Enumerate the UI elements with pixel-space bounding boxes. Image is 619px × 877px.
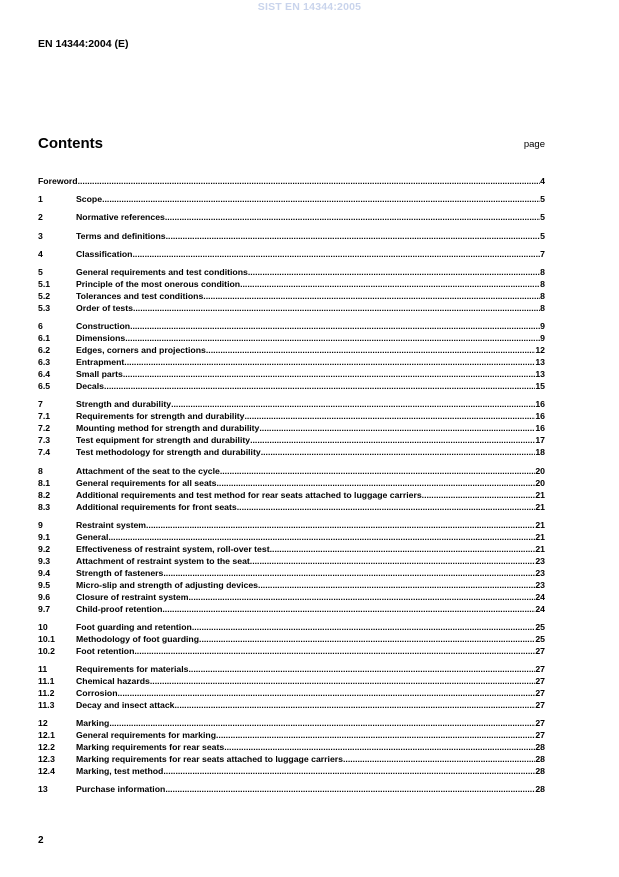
toc-dot-leader [216,729,535,741]
toc-entry-page: 24 [535,591,545,602]
toc-entry-number: 4 [38,248,43,259]
toc-entry[interactable] [38,320,545,332]
toc-entry[interactable] [38,555,545,567]
toc-entry-title: Tolerances and test conditions [76,290,204,301]
toc-entry[interactable] [38,344,545,356]
toc-entry[interactable] [38,543,545,555]
toc-entry-title: Construction [76,321,131,332]
toc-entry-title: Restraint system [76,519,147,530]
toc-entry-page: 8 [540,278,545,289]
toc-entry-number: 9.3 [38,555,51,566]
table-of-contents [38,175,545,795]
toc-dot-leader [206,344,535,356]
toc-entry-title: Requirements for materials [76,664,189,675]
toc-entry-page: 16 [535,423,545,434]
toc-entry[interactable] [38,489,545,501]
toc-dot-leader [165,211,540,223]
toc-entry-title: Decay and insect attack [76,700,175,711]
contents-title: Contents [38,135,103,152]
toc-dot-leader [102,193,540,205]
toc-entry-title: Marking [76,718,110,729]
toc-entry[interactable] [38,332,545,344]
toc-entry-page: 27 [535,676,545,687]
toc-dot-leader [189,591,536,603]
standard-id: EN 14344:2004 (E) [38,38,129,50]
toc-entry-title: Chemical hazards [76,676,150,687]
toc-entry-number: 6.2 [38,345,51,356]
toc-entry[interactable] [38,633,545,645]
toc-entry-number: 7.3 [38,435,51,446]
toc-entry[interactable] [38,603,545,615]
toc-entry-title: Decals [76,381,105,392]
toc-entry-page: 8 [540,290,545,301]
toc-dot-leader [175,699,536,711]
toc-entry-page: 21 [535,489,545,500]
toc-dot-leader [244,410,535,422]
toc-entry[interactable] [38,230,545,242]
toc-entry-number: 6.5 [38,381,51,392]
toc-entry-number: 6 [38,321,43,332]
toc-entry[interactable] [38,621,545,633]
toc-entry-number: 11.3 [38,700,55,711]
toc-entry-title: Foot retention [76,645,135,656]
toc-entry-title: Principle of the most onerous condition [76,278,241,289]
toc-entry[interactable] [38,380,545,392]
toc-entry-page: 16 [535,411,545,422]
toc-dot-leader [220,465,535,477]
toc-entry-page: 16 [535,399,545,410]
toc-entry-title: Additional requirements for front seats [76,501,237,512]
toc-entry-title: Test methodology for strength and durability [76,447,261,458]
toc-entry-number: 6.3 [38,357,51,368]
toc-dot-leader [237,501,536,513]
toc-entry-title: General requirements and test conditions [76,266,248,277]
toc-entry-title: Micro-slip and strength of adjusting devices [76,579,258,590]
toc-entry-title: Foreword [38,176,78,186]
toc-entry-page: 15 [535,381,545,392]
toc-entry-title: Strength of fasteners [76,567,164,578]
toc-entry[interactable] [38,531,545,543]
toc-entry[interactable] [38,446,545,458]
toc-entry-title: Marking, test method [76,766,164,777]
toc-dot-leader [240,278,540,290]
toc-entry-page: 7 [540,248,545,259]
toc-dot-leader [166,230,541,242]
toc-entry-title: Corrosion [76,688,118,699]
toc-dot-leader [199,633,535,645]
toc-entry-page: 8 [540,302,545,313]
toc-entry-page: 20 [535,465,545,476]
toc-entry[interactable] [38,278,545,290]
toc-entry-title: Mounting method for strength and durability [76,423,260,434]
toc-entry[interactable] [38,687,545,699]
toc-entry-page: 12 [535,345,545,356]
toc-entry[interactable] [38,477,545,489]
toc-entry-title: Closure of restraint system [76,591,189,602]
toc-dot-leader [343,753,535,765]
toc-dot-leader [163,567,535,579]
toc-entry[interactable] [38,248,545,260]
toc-dot-leader [109,717,535,729]
toc-entry-page: 13 [535,369,545,380]
toc-entry-number: 2 [38,212,43,223]
toc-dot-leader [224,741,535,753]
toc-entry[interactable] [38,211,545,223]
toc-dot-leader [250,555,536,567]
toc-entry[interactable] [38,699,545,711]
toc-dot-leader [125,332,540,344]
toc-entry-number: 9.2 [38,543,51,554]
toc-dot-leader [422,489,536,501]
toc-entry-number: 12.2 [38,742,55,753]
toc-dot-leader [134,645,535,657]
toc-entry-page: 17 [535,435,545,446]
toc-entry-title: Dimensions [76,333,126,344]
toc-dot-leader [203,290,540,302]
toc-dot-leader [133,248,541,260]
toc-entry[interactable] [38,266,545,278]
toc-entry-page: 27 [535,718,545,729]
toc-entry-number: 6.1 [38,333,51,344]
toc-dot-leader [124,356,535,368]
toc-entry-number: 11.1 [38,676,55,687]
toc-entry-page: 27 [535,730,545,741]
toc-entry[interactable] [38,567,545,579]
toc-entry-number: 5 [38,266,43,277]
toc-entry-page: 9 [540,321,545,332]
toc-entry-title: Additional requirements and test method for rear seats attached to luggage carriers [76,489,422,500]
toc-entry-number: 11 [38,664,48,675]
toc-entry[interactable] [38,501,545,513]
toc-dot-leader [78,175,541,187]
toc-entry[interactable] [38,302,545,314]
toc-dot-leader [108,531,535,543]
toc-dot-leader [259,422,535,434]
toc-entry-title: Small parts [76,369,123,380]
toc-dot-leader [104,380,535,392]
toc-entry-page: 8 [540,266,545,277]
toc-entry-number: 8 [38,465,43,476]
toc-entry[interactable] [38,290,545,302]
toc-entry-page: 24 [535,603,545,614]
toc-entry-title: General requirements for marking [76,730,217,741]
toc-entry-page: 27 [535,688,545,699]
toc-dot-leader [123,368,535,380]
toc-dot-leader [270,543,536,555]
toc-dot-leader [189,663,536,675]
toc-entry-title: Entrapment [76,357,125,368]
toc-entry[interactable] [38,175,545,187]
toc-entry-page: 4 [540,176,545,186]
toc-entry-number: 12.4 [38,766,55,777]
toc-entry-number: 7.2 [38,423,51,434]
toc-dot-leader [261,446,536,458]
toc-dot-leader [171,398,535,410]
toc-entry-page: 25 [535,633,545,644]
toc-entry-page: 23 [535,555,545,566]
toc-entry-page: 13 [535,357,545,368]
toc-entry-page: 28 [535,766,545,777]
toc-entry-title: Marking requirements for rear seats attached to luggage carriers [76,754,343,765]
toc-entry-page: 27 [535,700,545,711]
toc-entry-page: 20 [535,477,545,488]
toc-entry-number: 9 [38,519,43,530]
toc-entry[interactable] [38,465,545,477]
toc-entry[interactable] [38,765,545,777]
toc-entry[interactable] [38,398,545,410]
toc-entry-number: 9.7 [38,603,51,614]
toc-entry[interactable] [38,717,545,729]
toc-entry-number: 10.1 [38,633,55,644]
toc-entry-number: 10 [38,621,48,632]
toc-entry[interactable] [38,356,545,368]
toc-entry-title: Terms and definitions [76,230,166,241]
toc-entry[interactable] [38,410,545,422]
toc-entry-page: 28 [535,742,545,753]
toc-entry-number: 7.1 [38,411,51,422]
toc-entry-title: Scope [76,194,103,205]
toc-entry[interactable] [38,579,545,591]
toc-entry-number: 11.2 [38,688,55,699]
toc-dot-leader [258,579,535,591]
toc-entry-page: 23 [535,579,545,590]
toc-entry-page: 23 [535,567,545,578]
toc-entry-number: 9.6 [38,591,51,602]
toc-entry-title: Effectiveness of restraint system, roll-over test [76,543,270,554]
toc-entry-page: 25 [535,621,545,632]
toc-entry-title: Normative references [76,212,165,223]
toc-entry[interactable] [38,645,545,657]
toc-entry-page: 27 [535,645,545,656]
toc-entry-page: 5 [540,212,545,223]
toc-entry-title: Methodology of foot guarding [76,633,200,644]
toc-dot-leader [162,603,535,615]
toc-entry[interactable] [38,663,545,675]
toc-dot-leader [163,765,535,777]
toc-entry-number: 9.4 [38,567,51,578]
toc-entry-number: 3 [38,230,43,241]
toc-entry-number: 6.4 [38,369,51,380]
toc-entry-number: 5.3 [38,302,51,313]
toc-entry-title: Classification [76,248,133,259]
toc-entry-number: 8.3 [38,501,51,512]
toc-dot-leader [118,687,536,699]
toc-entry-title: Strength and durability [76,399,172,410]
toc-entry-number: 10.2 [38,645,55,656]
toc-entry-page: 9 [540,333,545,344]
toc-entry-title: Attachment of the seat to the cycle [76,465,220,476]
toc-entry-page: 5 [540,194,545,205]
toc-entry-page: 18 [535,447,545,458]
toc-entry[interactable] [38,193,545,205]
toc-entry-title: Attachment of restraint system to the seat [76,555,250,566]
toc-entry-page: 21 [535,543,545,554]
toc-entry-title: Marking requirements for rear seats [76,742,225,753]
toc-entry-title: Requirements for strength and durability [76,411,245,422]
toc-entry-number: 8.2 [38,489,51,500]
toc-entry-page: 28 [535,784,545,795]
toc-dot-leader [192,621,536,633]
toc-entry[interactable] [38,434,545,446]
toc-entry-title: General requirements for all seats [76,477,217,488]
toc-entry-number: 12.1 [38,730,55,741]
toc-entry-number: 9.5 [38,579,51,590]
toc-entry-title: Foot guarding and retention [76,621,192,632]
toc-entry-page: 27 [535,664,545,675]
toc-dot-leader [248,266,540,278]
page-number: 2 [38,835,44,846]
toc-dot-leader [146,519,535,531]
toc-dot-leader [130,320,540,332]
toc-entry-title: Order of tests [76,302,133,313]
watermark: SIST EN 14344:2005 [257,1,362,13]
toc-dot-leader [133,302,540,314]
toc-entry-page: 21 [535,519,545,530]
toc-entry[interactable] [38,519,545,531]
toc-entry-page: 5 [540,230,545,241]
toc-entry-number: 5.1 [38,278,51,289]
toc-entry-page: 21 [535,501,545,512]
toc-entry-title: Purchase information [76,784,166,795]
toc-entry-number: 1 [38,194,43,205]
toc-entry[interactable] [38,422,545,434]
toc-entry-number: 12.3 [38,754,55,765]
toc-dot-leader [165,783,535,795]
toc-dot-leader [250,434,535,446]
toc-entry-title: Test equipment for strength and durability [76,435,251,446]
toc-entry-number: 13 [38,784,48,795]
toc-entry[interactable] [38,368,545,380]
toc-entry[interactable] [38,729,545,741]
toc-entry[interactable] [38,675,545,687]
toc-entry-number: 12 [38,718,48,729]
toc-entry-number: 5.2 [38,290,51,301]
toc-dot-leader [217,477,536,489]
toc-dot-leader [150,675,535,687]
toc-entry-title: Child-proof retention [76,603,163,614]
toc-entry-number: 9.1 [38,531,51,542]
toc-entry-title: General [76,531,109,542]
toc-entry[interactable] [38,783,545,795]
toc-entry-number: 7.4 [38,447,51,458]
toc-entry-title: Edges, corners and projections [76,345,206,356]
toc-entry-page: 21 [535,531,545,542]
toc-entry-number: 8.1 [38,477,51,488]
toc-entry-number: 7 [38,399,43,410]
toc-entry[interactable] [38,591,545,603]
toc-entry[interactable] [38,741,545,753]
page-column-label: page [523,139,545,150]
toc-entry-page: 28 [535,754,545,765]
toc-entry[interactable] [38,753,545,765]
